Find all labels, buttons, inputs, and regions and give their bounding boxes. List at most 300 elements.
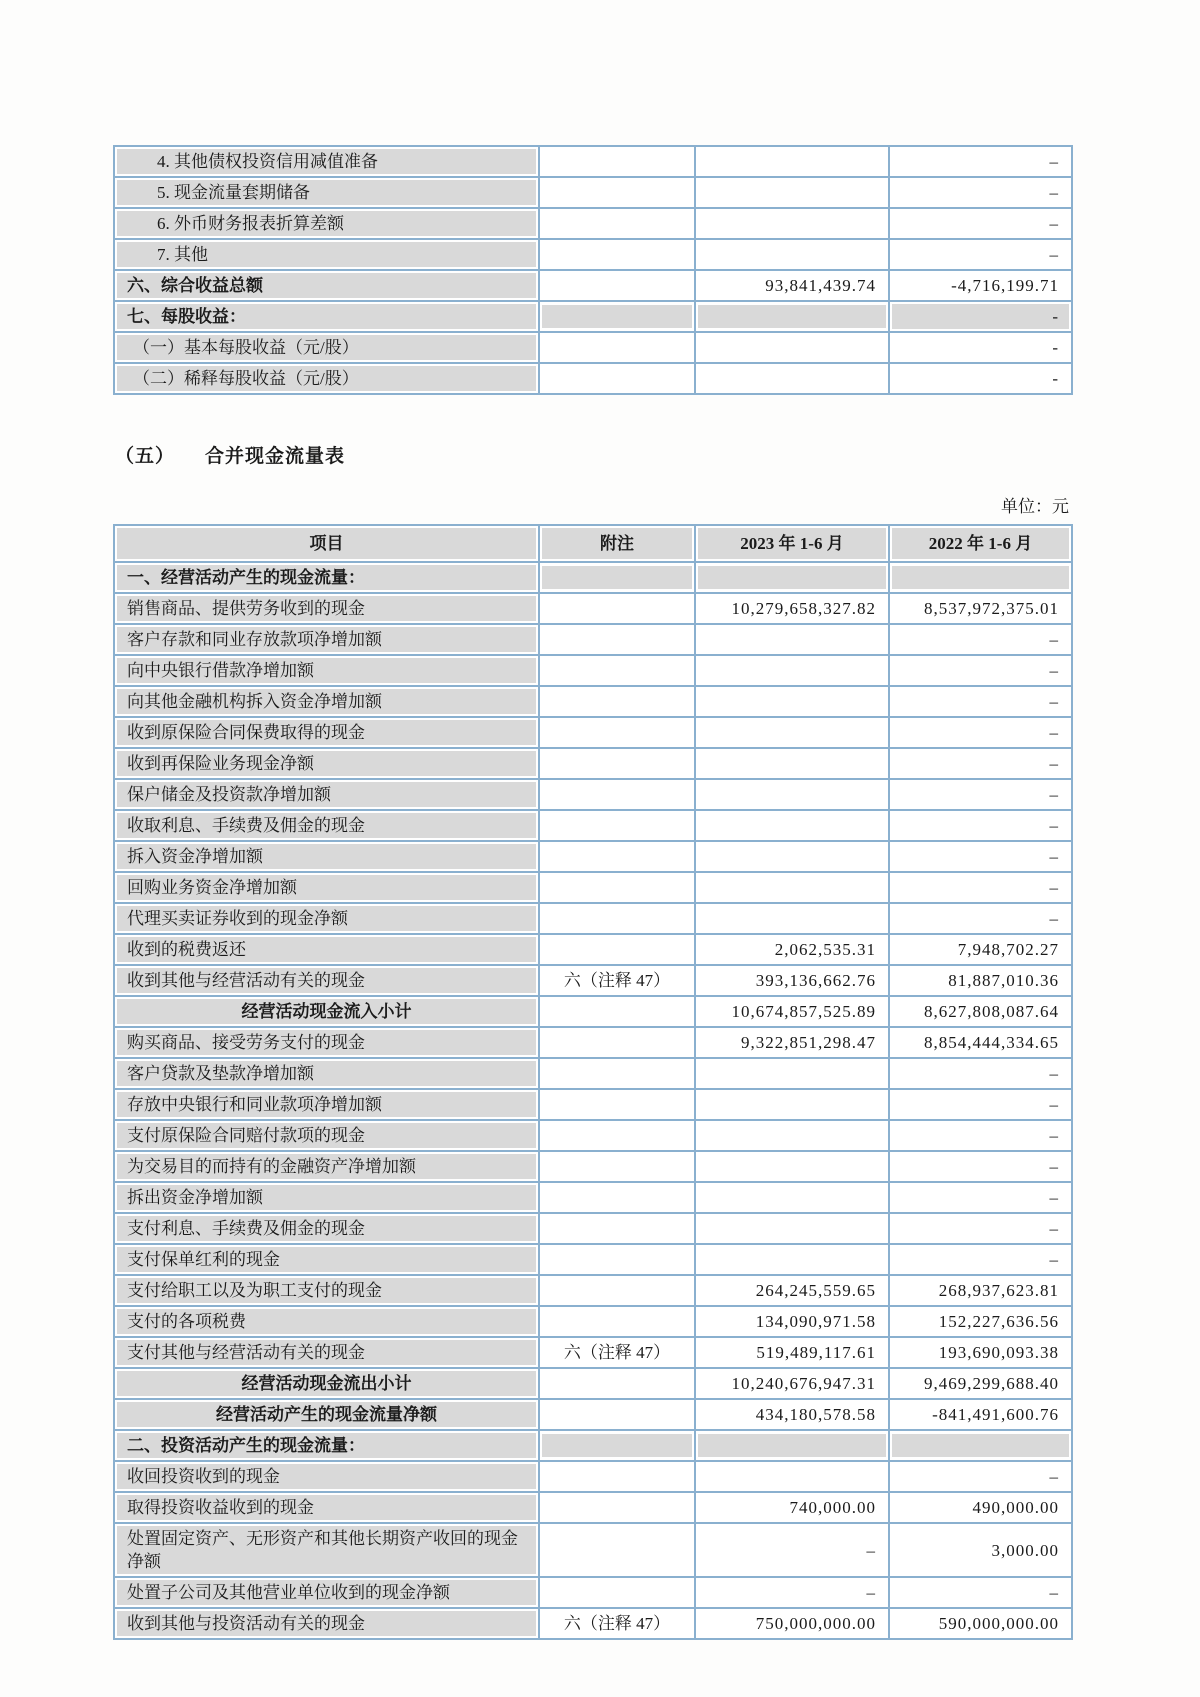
note-cell-text xyxy=(542,1465,692,1488)
table-row xyxy=(114,624,1072,655)
label-cell xyxy=(114,301,539,332)
label-cell-text: 收取利息、手续费及佣金的现金 xyxy=(117,813,536,838)
value-2023-cell xyxy=(695,1213,889,1244)
note-cell xyxy=(539,1399,695,1430)
label-cell xyxy=(114,872,539,903)
value-2022-cell-text: 590,000,000.00 xyxy=(938,1614,1059,1633)
label-cell-text: 支付原保险合同赔付款项的现金 xyxy=(117,1123,536,1148)
value-2023-cell xyxy=(695,1523,889,1577)
label-cell-text: 客户贷款及垫款净增加额 xyxy=(117,1061,536,1086)
note-cell xyxy=(539,1461,695,1492)
note-cell xyxy=(539,1337,695,1368)
table-row xyxy=(114,1608,1072,1639)
table-row xyxy=(114,872,1072,903)
label-cell-text: 向其他金融机构拆入资金净增加额 xyxy=(117,689,536,714)
value-2023-cell-text xyxy=(698,845,886,868)
label-cell-text: 经营活动产生的现金流量净额 xyxy=(117,1402,536,1427)
note-cell-text xyxy=(542,814,692,837)
table-row xyxy=(114,301,1072,332)
value-2023-cell xyxy=(695,748,889,779)
label-cell-text: 收到再保险业务现金净额 xyxy=(117,751,536,776)
label-cell-text: 4. 其他债权投资信用减值准备 xyxy=(117,149,536,174)
label-cell xyxy=(114,841,539,872)
value-2023-cell xyxy=(695,1027,889,1058)
table-row xyxy=(114,1089,1072,1120)
note-cell xyxy=(539,965,695,996)
note-cell xyxy=(539,1368,695,1399)
value-2022-cell-text: – xyxy=(1049,183,1059,202)
label-cell-text: （二）稀释每股收益（元/股） xyxy=(117,366,536,391)
value-2022-cell-text: – xyxy=(1049,692,1059,711)
value-2023-cell xyxy=(695,270,889,301)
note-cell xyxy=(539,332,695,363)
label-cell xyxy=(114,1430,539,1461)
value-2022-cell xyxy=(889,1608,1072,1639)
table-row xyxy=(114,1577,1072,1608)
note-cell xyxy=(539,1523,695,1577)
label-cell-text: 拆出资金净增加额 xyxy=(117,1185,536,1210)
note-cell-text xyxy=(542,1248,692,1271)
label-cell-text: 收到的税费返还 xyxy=(117,937,536,962)
value-2022-cell-text: – xyxy=(1049,754,1059,773)
label-cell xyxy=(114,363,539,394)
value-2022-cell xyxy=(889,1089,1072,1120)
label-cell xyxy=(114,1337,539,1368)
value-2023-cell xyxy=(695,872,889,903)
label-cell-text: 处置子公司及其他营业单位收到的现金净额 xyxy=(117,1580,536,1605)
label-cell xyxy=(114,717,539,748)
value-2023-cell-text: 519,489,117.61 xyxy=(756,1343,876,1362)
value-2022-cell xyxy=(889,1151,1072,1182)
table-row xyxy=(114,1523,1072,1577)
label-cell-text: 支付给职工以及为职工支付的现金 xyxy=(117,1278,536,1303)
value-2022-cell xyxy=(889,363,1072,394)
note-cell xyxy=(539,717,695,748)
value-2022-cell-text: 152,227,636.56 xyxy=(938,1312,1059,1331)
table-row xyxy=(114,1027,1072,1058)
note-cell-text xyxy=(542,1217,692,1240)
label-cell xyxy=(114,1608,539,1639)
label-cell-text: 支付利息、手续费及佣金的现金 xyxy=(117,1216,536,1241)
value-2023-cell xyxy=(695,1182,889,1213)
value-2022-cell-text: – xyxy=(1049,152,1059,171)
label-cell xyxy=(114,810,539,841)
value-2023-cell xyxy=(695,208,889,239)
table-row xyxy=(114,363,1072,394)
value-2022-cell-text: – xyxy=(1049,1126,1059,1145)
label-cell-text: 收到其他与经营活动有关的现金 xyxy=(117,968,536,993)
value-2023-cell xyxy=(695,1244,889,1275)
value-2023-cell-text xyxy=(698,690,886,713)
value-2023-cell xyxy=(695,717,889,748)
note-cell xyxy=(539,1058,695,1089)
note-cell xyxy=(539,1027,695,1058)
value-2022-cell-text: – xyxy=(1049,245,1059,264)
label-cell xyxy=(114,748,539,779)
value-2022-cell-text: – xyxy=(1049,1467,1059,1486)
value-2023-cell-text xyxy=(698,1465,886,1488)
table-row xyxy=(114,1275,1072,1306)
label-cell-text: 7. 其他 xyxy=(117,242,536,267)
value-2022-cell xyxy=(889,1368,1072,1399)
value-2023-cell xyxy=(695,562,889,593)
label-cell xyxy=(114,239,539,270)
value-2023-cell-text: 393,136,662.76 xyxy=(755,971,876,990)
label-cell-text: 处置固定资产、无形资产和其他长期资产收回的现金净额 xyxy=(117,1526,536,1574)
value-2022-cell xyxy=(889,1492,1072,1523)
value-2022-cell xyxy=(889,748,1072,779)
value-2023-cell xyxy=(695,934,889,965)
label-cell xyxy=(114,1306,539,1337)
value-2022-cell-text: – xyxy=(1049,1064,1059,1083)
value-2023-cell xyxy=(695,363,889,394)
note-cell-text xyxy=(542,1372,692,1395)
value-2023-cell-text xyxy=(698,305,886,328)
value-2022-cell-text: – xyxy=(1049,785,1059,804)
table-row xyxy=(114,1492,1072,1523)
table-row xyxy=(114,1120,1072,1151)
value-2022-cell-text: – xyxy=(1049,1219,1059,1238)
value-2023-cell-text: – xyxy=(866,1583,876,1602)
value-2023-cell-text: 10,674,857,525.89 xyxy=(731,1002,876,1021)
table-row xyxy=(114,1368,1072,1399)
value-2022-cell-text: – xyxy=(1049,909,1059,928)
label-cell xyxy=(114,208,539,239)
note-cell-text xyxy=(542,876,692,899)
table-row xyxy=(114,1430,1072,1461)
table-row xyxy=(114,810,1072,841)
value-2023-cell-text: 750,000,000.00 xyxy=(755,1614,876,1633)
label-cell-text: 收到其他与投资活动有关的现金 xyxy=(117,1611,536,1636)
value-2022-cell xyxy=(889,1058,1072,1089)
note-cell xyxy=(539,1089,695,1120)
table-row xyxy=(114,1244,1072,1275)
label-cell xyxy=(114,1368,539,1399)
value-2022-cell-text: – xyxy=(1049,847,1059,866)
value-2023-cell xyxy=(695,1492,889,1523)
value-2022-cell xyxy=(889,903,1072,934)
value-2022-cell-text: 9,469,299,688.40 xyxy=(924,1374,1059,1393)
label-cell xyxy=(114,1399,539,1430)
note-cell-text xyxy=(542,597,692,620)
note-cell-text xyxy=(542,1155,692,1178)
value-2022-cell xyxy=(889,208,1072,239)
value-2022-cell-text xyxy=(892,566,1069,589)
header-item-cell xyxy=(114,525,539,562)
label-cell xyxy=(114,177,539,208)
value-2023-cell-text xyxy=(698,336,886,359)
table-row xyxy=(114,1213,1072,1244)
value-2022-cell-text: 8,854,444,334.65 xyxy=(924,1033,1059,1052)
value-2023-cell xyxy=(695,996,889,1027)
value-2023-cell-text: 10,279,658,327.82 xyxy=(731,599,876,618)
header-2022-text: 2022 年 1-6 月 xyxy=(892,528,1069,559)
label-cell xyxy=(114,1058,539,1089)
table-row xyxy=(114,965,1072,996)
value-2022-cell-text: - xyxy=(1052,338,1059,357)
value-2023-cell xyxy=(695,841,889,872)
value-2022-cell xyxy=(889,332,1072,363)
value-2022-cell-text xyxy=(892,1434,1069,1457)
value-2022-cell-text: – xyxy=(1049,1188,1059,1207)
label-cell xyxy=(114,593,539,624)
value-2023-cell xyxy=(695,1306,889,1337)
note-cell-text xyxy=(542,1496,692,1519)
label-cell-text: 七、每股收益： xyxy=(117,304,536,329)
value-2023-cell-text xyxy=(698,367,886,390)
value-2023-cell xyxy=(695,903,889,934)
value-2022-cell xyxy=(889,965,1072,996)
note-cell-text xyxy=(542,783,692,806)
header-2023-text: 2023 年 1-6 月 xyxy=(698,528,886,559)
label-cell-text: 购买商品、接受劳务支付的现金 xyxy=(117,1030,536,1055)
value-2023-cell-text xyxy=(698,1155,886,1178)
note-cell xyxy=(539,270,695,301)
value-2022-cell xyxy=(889,624,1072,655)
table-row xyxy=(114,270,1072,301)
value-2023-cell xyxy=(695,1368,889,1399)
table-row xyxy=(114,562,1072,593)
value-2023-cell-text xyxy=(698,1124,886,1147)
value-2022-cell xyxy=(889,1461,1072,1492)
label-cell xyxy=(114,1461,539,1492)
note-cell xyxy=(539,841,695,872)
value-2023-cell xyxy=(695,686,889,717)
value-2023-cell-text xyxy=(698,721,886,744)
table-row xyxy=(114,748,1072,779)
note-cell xyxy=(539,686,695,717)
table-row xyxy=(114,717,1072,748)
value-2023-cell xyxy=(695,655,889,686)
label-cell-text: 拆入资金净增加额 xyxy=(117,844,536,869)
label-cell-text: 存放中央银行和同业款项净增加额 xyxy=(117,1092,536,1117)
header-2022-cell xyxy=(889,525,1072,562)
header-item-text: 项目 xyxy=(117,528,536,559)
section-number: （五） xyxy=(115,446,176,467)
note-cell xyxy=(539,1608,695,1639)
label-cell-text: 支付的各项税费 xyxy=(117,1309,536,1334)
label-cell-text: （一）基本每股收益（元/股） xyxy=(117,335,536,360)
note-cell-text xyxy=(542,1539,692,1562)
value-2023-cell xyxy=(695,1058,889,1089)
note-cell xyxy=(539,1577,695,1608)
note-cell xyxy=(539,748,695,779)
label-cell xyxy=(114,934,539,965)
note-cell xyxy=(539,363,695,394)
value-2022-cell xyxy=(889,1182,1072,1213)
value-2022-cell-text: – xyxy=(1049,816,1059,835)
note-cell xyxy=(539,1213,695,1244)
note-cell-text xyxy=(542,305,692,328)
value-2022-cell-text: – xyxy=(1049,1095,1059,1114)
table-row xyxy=(114,1058,1072,1089)
value-2023-cell-text xyxy=(698,628,886,651)
value-2023-cell xyxy=(695,965,889,996)
note-cell xyxy=(539,903,695,934)
label-cell xyxy=(114,996,539,1027)
label-cell-text: 收回投资收到的现金 xyxy=(117,1464,536,1489)
note-cell-text xyxy=(542,1434,692,1457)
note-cell-text: 六（注释 47） xyxy=(563,1343,671,1362)
section-heading xyxy=(115,441,1200,468)
note-cell-text xyxy=(542,367,692,390)
value-2023-cell-text xyxy=(698,1093,886,1116)
note-cell-text xyxy=(542,1124,692,1147)
value-2023-cell xyxy=(695,332,889,363)
note-cell-text xyxy=(542,659,692,682)
value-2022-cell xyxy=(889,1275,1072,1306)
value-2022-cell xyxy=(889,1244,1072,1275)
label-cell-text: 二、投资活动产生的现金流量： xyxy=(117,1433,536,1458)
note-cell-text xyxy=(542,938,692,961)
consolidated-cash-flow-table xyxy=(113,524,1073,1640)
note-cell-text xyxy=(542,1279,692,1302)
value-2023-cell-text xyxy=(698,783,886,806)
value-2023-cell xyxy=(695,301,889,332)
value-2023-cell-text xyxy=(698,1062,886,1085)
label-cell xyxy=(114,1492,539,1523)
label-cell xyxy=(114,562,539,593)
value-2022-cell-text: – xyxy=(1049,1250,1059,1269)
note-cell-text xyxy=(542,752,692,775)
label-cell-text: 客户存款和同业存放款项净增加额 xyxy=(117,627,536,652)
note-cell-text xyxy=(542,243,692,266)
value-2023-cell xyxy=(695,239,889,270)
value-2022-cell-text: 490,000.00 xyxy=(972,1498,1059,1517)
value-2022-cell xyxy=(889,1120,1072,1151)
note-cell-text xyxy=(542,212,692,235)
label-cell-text: 六、综合收益总额 xyxy=(117,273,536,298)
table-row xyxy=(114,1337,1072,1368)
note-cell-text xyxy=(542,845,692,868)
table-row xyxy=(114,1182,1072,1213)
value-2022-cell xyxy=(889,301,1072,332)
value-2022-cell-text: – xyxy=(1049,723,1059,742)
label-cell-text: 取得投资收益收到的现金 xyxy=(117,1495,536,1520)
value-2022-cell xyxy=(889,996,1072,1027)
note-cell xyxy=(539,239,695,270)
note-cell xyxy=(539,177,695,208)
value-2023-cell-text: 2,062,535.31 xyxy=(774,940,876,959)
value-2022-cell-text: 7,948,702.27 xyxy=(957,940,1059,959)
value-2023-cell-text xyxy=(698,907,886,930)
table-row xyxy=(114,779,1072,810)
value-2023-cell xyxy=(695,810,889,841)
table-row xyxy=(114,1461,1072,1492)
value-2022-cell xyxy=(889,239,1072,270)
label-cell xyxy=(114,1213,539,1244)
table-header-row xyxy=(114,525,1072,562)
value-2022-cell xyxy=(889,1027,1072,1058)
table-row xyxy=(114,332,1072,363)
value-2023-cell-text xyxy=(698,566,886,589)
value-2022-cell-text: – xyxy=(1049,630,1059,649)
note-cell xyxy=(539,208,695,239)
note-cell xyxy=(539,810,695,841)
note-cell xyxy=(539,872,695,903)
value-2023-cell xyxy=(695,146,889,177)
value-2023-cell-text xyxy=(698,181,886,204)
unit-label: 单位：元 xyxy=(1001,497,1069,516)
label-cell xyxy=(114,1089,539,1120)
table-row xyxy=(114,1151,1072,1182)
note-cell-text: 六（注释 47） xyxy=(563,1614,671,1633)
table-row xyxy=(114,903,1072,934)
value-2022-cell-text: 268,937,623.81 xyxy=(938,1281,1059,1300)
value-2023-cell xyxy=(695,1120,889,1151)
table-row xyxy=(114,841,1072,872)
value-2023-cell-text: 434,180,578.58 xyxy=(755,1405,876,1424)
value-2023-cell-text: 264,245,559.65 xyxy=(755,1281,876,1300)
label-cell-text: 5. 现金流量套期储备 xyxy=(117,180,536,205)
value-2023-cell-text xyxy=(698,752,886,775)
value-2022-cell-text: -4,716,199.71 xyxy=(951,276,1059,295)
value-2022-cell xyxy=(889,146,1072,177)
label-cell xyxy=(114,270,539,301)
label-cell-text: 向中央银行借款净增加额 xyxy=(117,658,536,683)
label-cell xyxy=(114,1027,539,1058)
value-2023-cell-text: 740,000.00 xyxy=(789,1498,876,1517)
value-2023-cell-text xyxy=(698,1248,886,1271)
label-cell xyxy=(114,686,539,717)
value-2023-cell-text xyxy=(698,1186,886,1209)
label-cell-text: 支付保单红利的现金 xyxy=(117,1247,536,1272)
note-cell-text xyxy=(542,181,692,204)
value-2023-cell-text: – xyxy=(866,1540,876,1560)
label-cell-text: 支付其他与经营活动有关的现金 xyxy=(117,1340,536,1365)
table-row xyxy=(114,934,1072,965)
value-2023-cell-text: 10,240,676,947.31 xyxy=(731,1374,876,1393)
value-2022-cell xyxy=(889,1577,1072,1608)
label-cell xyxy=(114,1120,539,1151)
note-cell xyxy=(539,301,695,332)
label-cell-text: 保户储金及投资款净增加额 xyxy=(117,782,536,807)
value-2023-cell xyxy=(695,1461,889,1492)
value-2022-cell xyxy=(889,934,1072,965)
table-row xyxy=(114,1399,1072,1430)
note-cell-text xyxy=(542,1031,692,1054)
table-row xyxy=(114,1306,1072,1337)
header-note-text: 附注 xyxy=(542,528,692,559)
note-cell-text xyxy=(542,1403,692,1426)
label-cell xyxy=(114,903,539,934)
note-cell-text xyxy=(542,1310,692,1333)
value-2022-cell xyxy=(889,655,1072,686)
note-cell xyxy=(539,593,695,624)
note-cell-text xyxy=(542,1186,692,1209)
note-cell xyxy=(539,562,695,593)
table-row xyxy=(114,208,1072,239)
value-2022-cell xyxy=(889,686,1072,717)
value-2023-cell xyxy=(695,1151,889,1182)
value-2022-cell xyxy=(889,1306,1072,1337)
value-2022-cell-text: – xyxy=(1049,1157,1059,1176)
label-cell-text: 代理买卖证券收到的现金净额 xyxy=(117,906,536,931)
value-2023-cell xyxy=(695,1275,889,1306)
note-cell-text xyxy=(542,628,692,651)
value-2022-cell-text: – xyxy=(1049,214,1059,233)
value-2023-cell xyxy=(695,177,889,208)
value-2022-cell xyxy=(889,593,1072,624)
value-2022-cell xyxy=(889,779,1072,810)
header-note-cell xyxy=(539,525,695,562)
table-row xyxy=(114,996,1072,1027)
label-cell-text: 一、经营活动产生的现金流量： xyxy=(117,565,536,590)
label-cell-text: 回购业务资金净增加额 xyxy=(117,875,536,900)
note-cell-text xyxy=(542,566,692,589)
label-cell xyxy=(114,332,539,363)
note-cell xyxy=(539,996,695,1027)
